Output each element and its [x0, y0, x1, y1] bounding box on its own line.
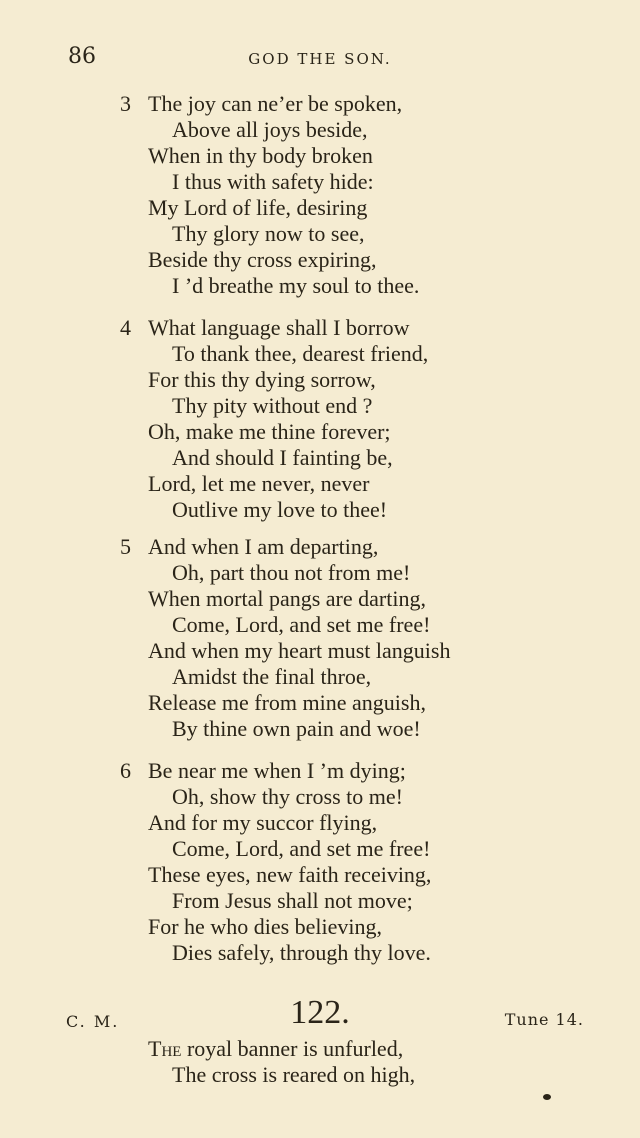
verse-line: For this thy dying sorrow,	[148, 367, 376, 392]
verse-line: The cross is reared on high,	[172, 1062, 416, 1087]
verse-line: I ’d breathe my soul to thee.	[172, 273, 420, 298]
hymn-number: 122.	[290, 994, 350, 1031]
verse-line: Thy glory now to see,	[172, 221, 365, 246]
verse-line: My Lord of life, desiring	[148, 195, 368, 220]
hymn-heading	[0, 994, 640, 1034]
stanza-number: 5	[120, 534, 131, 559]
verse-line: Come, Lord, and set me free!	[172, 612, 431, 637]
verse-line: Come, Lord, and set me free!	[172, 836, 431, 861]
verse-line: 4 What language shall I borrow	[120, 315, 410, 340]
verse-line: From Jesus shall not move;	[172, 888, 413, 913]
verse-line: 6 Be near me when I ’m dying;	[120, 758, 406, 783]
verse-line: I thus with safety hide:	[172, 169, 374, 194]
page-number: 86	[68, 44, 96, 69]
running-title: GOD THE SON.	[248, 50, 392, 68]
verse-line: And should I fainting be,	[172, 445, 393, 470]
verse-line: Dies safely, through thy love.	[172, 940, 431, 965]
verse-line: Release me from mine anguish,	[148, 690, 426, 715]
verse-line: And when my heart must languish	[148, 638, 451, 663]
hymn-meter: C. M.	[66, 1012, 120, 1031]
verse-line: To thank thee, dearest friend,	[172, 341, 429, 366]
verse-line: Lord, let me never, never	[148, 471, 370, 496]
stanza	[120, 315, 620, 523]
verse-line: These eyes, new faith receiving,	[148, 862, 432, 887]
stanza	[120, 534, 620, 742]
verse-line: Oh, show thy cross to me!	[172, 784, 403, 809]
stanza	[120, 91, 620, 299]
verse-line: Above all joys beside,	[172, 117, 368, 142]
verse-line: For he who dies believing,	[148, 914, 383, 939]
first-word: The	[148, 1036, 182, 1061]
verse-line: 3 The joy can ne’er be spoken,	[120, 91, 403, 116]
ink-speck	[543, 1094, 551, 1100]
hymn-opening	[120, 1036, 620, 1088]
stanza-number: 3	[120, 91, 131, 116]
verse-line: Thy pity without end ?	[172, 393, 373, 418]
verse-line: Oh, part thou not from me!	[172, 560, 411, 585]
stanza	[120, 758, 620, 966]
verse-line: And for my succor flying,	[148, 810, 378, 835]
stanza-number: 4	[120, 315, 131, 340]
verse-line: Oh, make me thine forever;	[148, 419, 391, 444]
verse-line: When in thy body broken	[148, 143, 373, 168]
verse-line: Outlive my love to thee!	[172, 497, 388, 522]
verse-line: 5 And when I am departing,	[120, 534, 379, 559]
verse-line: The royal banner is unfurled,	[148, 1036, 404, 1061]
verse-line: By thine own pain and woe!	[172, 716, 421, 741]
verse-line: When mortal pangs are darting,	[148, 586, 426, 611]
stanza-number: 6	[120, 758, 131, 783]
hymn-tune: Tune 14.	[504, 1010, 584, 1029]
page-header	[0, 44, 640, 74]
verse-line: Beside thy cross expiring,	[148, 247, 377, 272]
verse-line: Amidst the final throe,	[172, 664, 372, 689]
